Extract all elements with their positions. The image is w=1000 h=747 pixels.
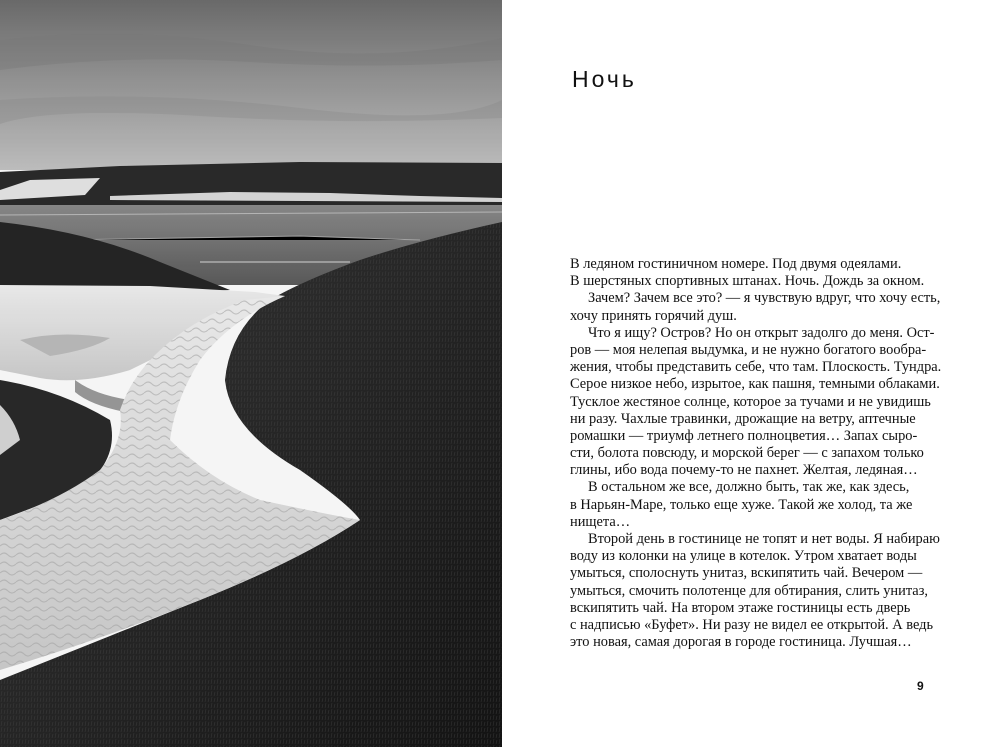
- chapter-title: Ночь: [572, 66, 637, 92]
- text-line: ромашки — триумф летнего полноцветия… Запах сыро-: [570, 427, 918, 444]
- text-line: нищета…: [570, 513, 631, 530]
- text-line: умыться, сполоснуть унитаз, вскипятить чай. Вечером —: [570, 565, 923, 582]
- text-line: Второй день в гостинице не топят и нет воды. Я набираю: [588, 531, 940, 547]
- text-line: В ледяном гостиничном номере. Под двумя одеялами.: [570, 256, 902, 272]
- text-line: ни разу. Чахлые травинки, дрожащие на ветру, аптечные: [570, 410, 916, 427]
- text-line: жения, чтобы представить себе, что там. Плоскость. Тундра.: [570, 359, 942, 376]
- text-line: вскипятить чай. На втором этаже гостиницы есть дверь: [570, 599, 911, 616]
- text-line: В остальном же все, должно быть, так же, как здесь,: [588, 479, 910, 496]
- text-line: Серое низкое небо, изрытое, как пашня, темными облаками.: [570, 376, 940, 393]
- chapter-body: [570, 256, 942, 651]
- text-line: глины, ибо вода почему-то не пахнет. Желтая, ледяная…: [570, 462, 918, 479]
- text-line: Зачем? Зачем все это? — я чувствую вдруг, что хочу есть,: [588, 290, 941, 307]
- text-page: [502, 0, 1000, 747]
- text-line: хочу принять горячий душ.: [570, 307, 737, 324]
- text-line: это новая, самая дорогая в городе гостиница. Лучшая…: [570, 634, 912, 651]
- text-line: сти, болота повсюду, и морской берег — с запахом только: [570, 445, 924, 462]
- text-line: в Нарьян-Маре, только еще хуже. Такой же холод, та же: [570, 496, 913, 513]
- text-line: Тусклое жестяное солнце, которое за тучами и не увидишь: [570, 393, 931, 410]
- text-line: умыться, смочить полотенце для обтирания, слить унитаз,: [570, 582, 928, 599]
- text-line: В шерстяных спортивных штанах. Ночь. Дождь за окном.: [570, 273, 925, 290]
- page-number: 9: [917, 679, 924, 693]
- text-line: ров — моя нелепая выдумка, и не нужно богатого вообра-: [570, 341, 927, 358]
- text-line: Что я ищу? Остров? Но он открыт задолго до меня. Ост-: [588, 324, 935, 341]
- text-line: воду из колонки на улице в котелок. Утром хватает воды: [570, 548, 917, 565]
- text-line: с надписью «Буфет». Ни разу не видел ее открытой. А ведь: [570, 616, 934, 633]
